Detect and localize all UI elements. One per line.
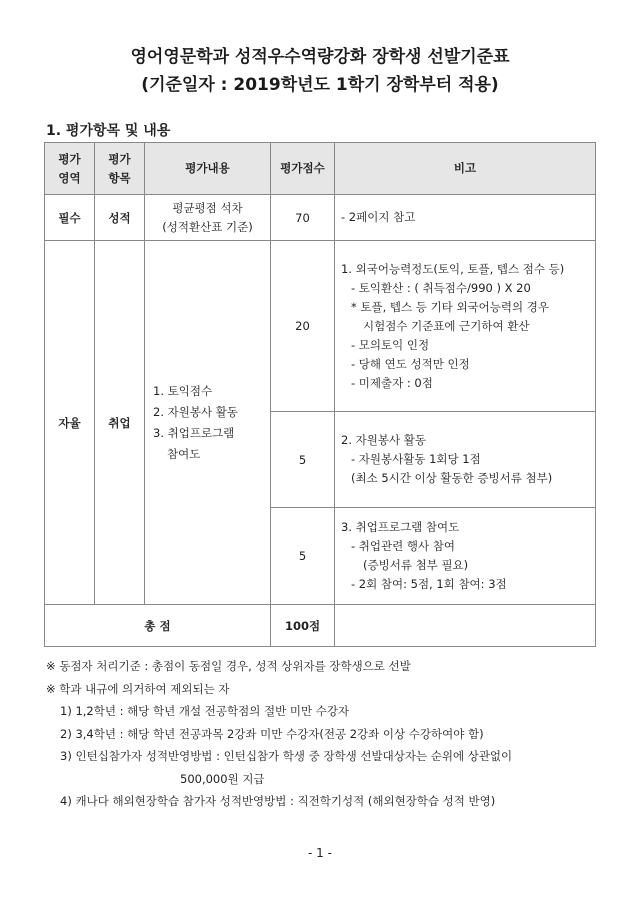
content-list-item-2: 2. 자원봉사 활동 [153,404,238,419]
remark-toeic-line7: - 미제출자 : 0점 [351,375,433,390]
header-content: 평가내용 [145,143,271,195]
remark-toeic-line1: 1. 외국어능력정도(토익, 토플, 텝스 점수 등) [341,261,565,276]
cell-remark-toeic [335,241,596,412]
cell-area-autonomous: 자율 [45,241,95,605]
content-list-item-3-cont: 참여도 [167,446,201,461]
header-remark: 비고 [335,143,596,195]
cell-remark-program [335,508,596,605]
section-title: 1. 평가항목 및 내용 [46,123,171,139]
remark-toeic-line2: - 토익환산 : ( 취득점수/990 ) X 20 [351,280,531,295]
cell-item-employment: 취업 [95,241,145,605]
cell-total-remark [335,605,596,647]
remark-program-line2: - 취업관련 행사 참여 [351,539,455,553]
table-row-autonomous-1 [45,241,596,412]
remark-volunteer-line2: - 자원봉사활동 1회당 1점 [351,452,481,466]
remark-program-line1: 3. 취업프로그램 참여도 [341,520,460,534]
remark-toeic-line4: 시험점수 기준표에 근기하여 환산 [363,318,530,333]
remark-volunteer-line1: 2. 자원봉사 활동 [341,433,426,447]
cell-total-score: 100점 [271,605,335,647]
content-grade-line1: 평균평점 석차 [172,200,243,215]
note-tiebreak: ※ 동점자 처리기준 : 총점이 동점일 경우, 성적 상위자를 장학생으로 선발 [46,659,411,673]
header-score: 평가점수 [271,143,335,195]
header-area [45,143,95,195]
note-item-3: 3) 인턴십참가자 성적반영방법 : 인턴십참가 학생 중 장학생 선발대상자는 순위에 상관없이 [60,749,513,763]
cell-remark-volunteer [335,412,596,508]
cell-area-required: 필수 [45,195,95,241]
cell-score-grade: 70 [271,195,335,241]
note-item-4: 4) 캐나다 해외현장학습 참가자 성적반영방법 : 직전학기성적 (해외현장학습 성적 반영) [60,794,496,808]
criteria-table [44,142,596,647]
header-area-line1: 평가 [58,151,81,166]
header-area-line2: 영역 [58,170,81,185]
note-item-2: 2) 3,4학년 : 해당 학년 전공과목 2강좌 미만 수강자(전공 2강좌 이상 수강하여야 함) [60,726,484,741]
cell-content-employment [145,241,271,605]
remark-toeic-line3: * 토플, 텝스 등 기타 외국어능력의 경우 [351,299,549,314]
note-item-1: 1) 1,2학년 : 해당 학년 개설 전공학점의 절반 미만 수강자 [60,704,350,718]
table-header-row [45,143,596,195]
remark-volunteer-line3: (최소 5시간 이상 활동한 증빙서류 첨부) [351,471,553,485]
cell-total-label: 총 점 [45,605,271,647]
cell-score-volunteer: 5 [271,412,335,508]
document-subtitle: (기준일자 : 2019학년도 1학기 장학부터 적용) [141,75,499,95]
table-row-total [45,605,596,647]
cell-content-grade [145,195,271,241]
remark-toeic-line5: - 모의토익 인정 [351,337,430,352]
table-row-required [45,195,596,241]
cell-remark-grade: - 2페이지 참고 [335,195,596,241]
header-item-line2: 항목 [108,170,131,185]
notes-section [46,655,606,813]
cell-score-toeic: 20 [271,241,335,412]
remark-toeic-line6: - 당해 연도 성적만 인정 [351,356,470,371]
header-item [95,143,145,195]
page-number: - 1 - [308,846,332,860]
remark-program-line4: - 2회 참여: 5점, 1회 참여: 3점 [351,577,507,591]
document-title: 영어영문학과 성적우수역량강화 장학생 선발기준표 [130,47,510,67]
note-item-3-cont: 500,000원 지급 [180,771,265,786]
content-list-item-1: 1. 토익점수 [153,383,213,398]
content-list-item-3: 3. 취업프로그램 [153,425,235,440]
note-exclusion: ※ 학과 내규에 의거하여 제외되는 자 [46,681,230,696]
header-item-line1: 평가 [108,151,131,166]
cell-score-program: 5 [271,508,335,605]
content-grade-line2: (성적환산표 기준) [162,219,253,234]
cell-item-grade: 성적 [95,195,145,241]
remark-program-line3: (증빙서류 첨부 필요) [363,558,469,572]
